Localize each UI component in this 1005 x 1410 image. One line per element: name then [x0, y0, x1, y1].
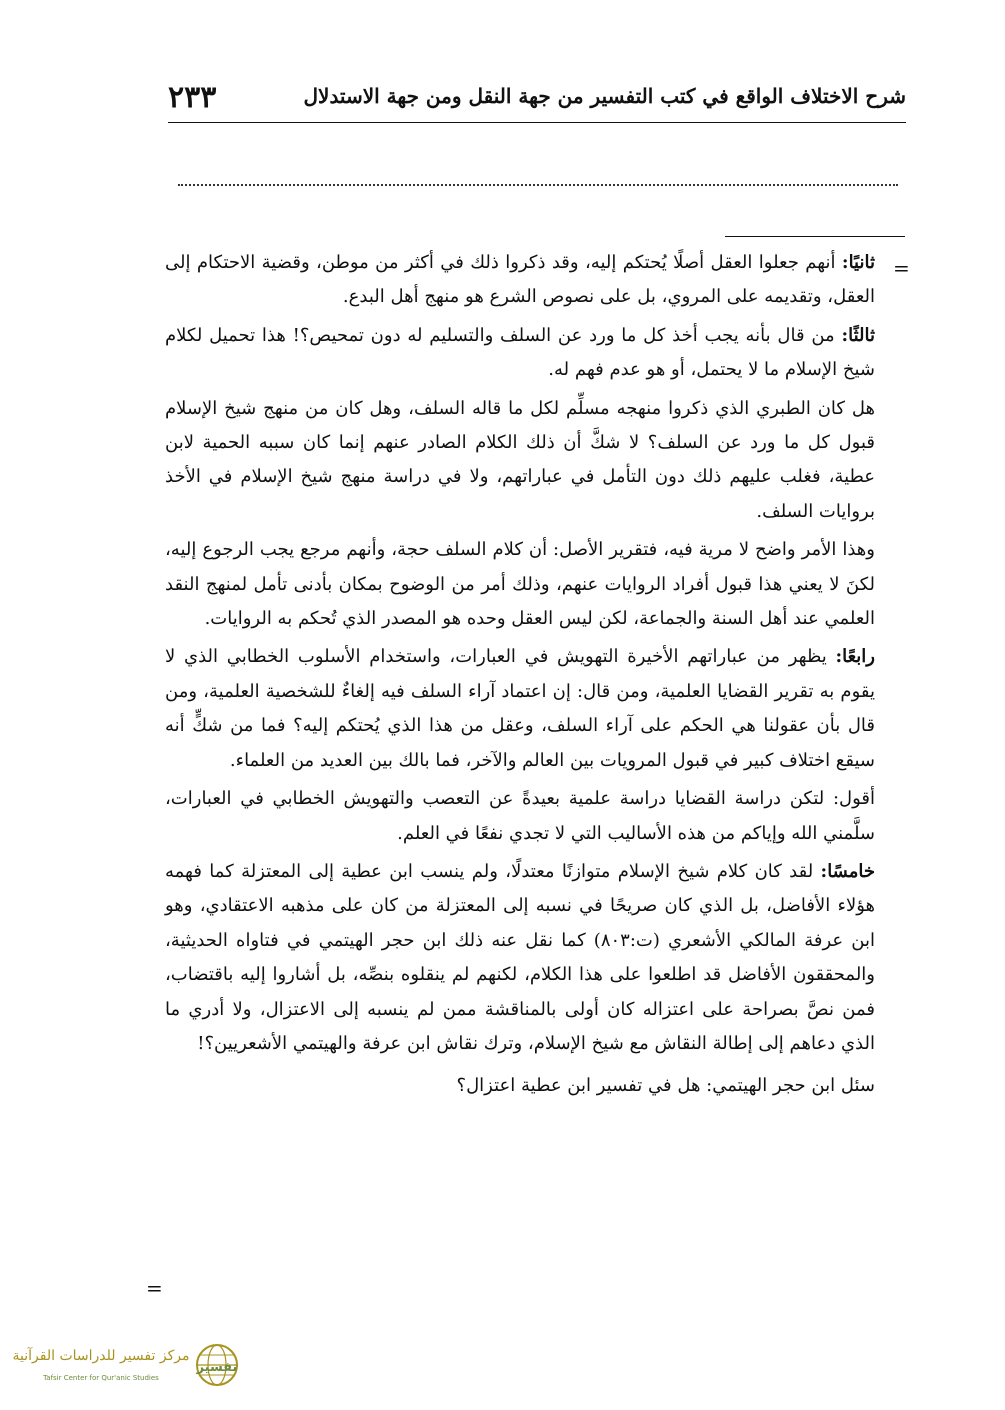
paragraph	[165, 533, 875, 636]
paragraph-lead: ثانيًا:	[841, 252, 875, 273]
footnote-rule	[725, 236, 905, 237]
paragraph-text: هل كان الطبري الذي ذكروا منهجه مسلِّم لكل ما قاله السلف، وهل كان من منهج شيخ الإسلام قبول كل ما ورد عن السلف؟ لا شكَّ أن ذلك الكلام الصادر عنهم إنما كان سببه الحمية لابن عطية، فغلب عليهم ذلك دون التأمل في عباراتهم، ولا في دراسة منهج شيخ الإسلام في الأخذ بروايات السلف.	[165, 397, 875, 522]
logo-emblem-text: تفسير	[196, 1360, 238, 1375]
paragraph-lead: ثالثًا:	[841, 324, 875, 346]
paragraph-lead: خامسًا:	[820, 860, 875, 882]
dotted-separator	[178, 184, 898, 186]
paragraph-text: وهذا الأمر واضح لا مرية فيه، فتقرير الأصل: أن كلام السلف حجة، وأنهم مرجع يجب الرجوع إليه، لكنَ لا يعني هذا قبول أفراد الروايات عنهم، وذلك أمر من الوضوح بمكان بأدنى تأمل لمنهج النقد العلمي عند أهل السنة والجماعة، لكن ليس العقل وحده هو المصدر الذي تُحكم به الروايات.	[165, 539, 875, 630]
footnote-body	[165, 246, 875, 1108]
paragraph-lead: رابعًا:	[835, 646, 875, 668]
logo-arabic-name: مركز تفسير للدراسات القرآنية	[12, 1348, 190, 1364]
paragraph	[165, 319, 875, 388]
paragraph-text: سئل ابن حجر الهيتمي: هل في تفسير ابن عطية اعتزال؟	[456, 1075, 875, 1097]
continuation-mark-bottom: =	[146, 1276, 163, 1300]
paragraph	[165, 782, 875, 851]
paragraph-text: أنهم جعلوا العقل أصلًا يُحتكم إليه، وقد ذكروا ذلك في أكثر من موطن، وقضية الاحتكام إلى العقل، وتقديمه على المروي، بل على نصوص الشرع هو منهج أهل البدع.	[165, 252, 875, 308]
running-title: شرح الاختلاف الواقع في كتب التفسير من جهة النقل ومن جهة الاستدلال	[303, 84, 906, 108]
continuation-mark-top: =	[893, 256, 910, 280]
publisher-logo	[8, 1338, 240, 1398]
paragraph-text: يظهر من عباراتهم الأخيرة التهويش في العبارات، واستخدام الأسلوب الخطابي الذي لا يقوم به تقرير القضايا العلمية، ومن قال: إن اعتماد آراء السلف فيه إلغاءٌ للشخصية العلمية، ومن قال بأن عقولنا هي الحكم على آراء السلف، وعقل من هذا الذي يُحتكم إليه؟ فما من شكٍّ أنه سيقع اختلاف كبير في قبول المرويات بين العالم والآخر، فما بالك بين العديد من العلماء.	[165, 646, 875, 771]
page-header	[168, 70, 906, 123]
paragraph-text: لقد كان كلام شيخ الإسلام متوازنًا معتدلًا، ولم ينسب ابن عطية إلى المعتزلة كما فهمه هؤلاء الأفاضل، بل الذي كان صريحًا في نسبه إلى المعتزلة من كان على مذهبه الاعتقادي، وهو ابن عرفة المالكي الأشعري (ت:٨٠٣) كما نقل عنه ذلك ابن حجر الهيتمي في فتاواه الحديثية، والمحققون الأفاضل قد اطلعوا على هذا الكلام، لكنهم لم ينقلوه بنصِّه، بل أشاروا إليه باقتضاب، فمن نصَّ بصراحة على اعتزاله كان أولى بالمناقشة ممن لم ينسبه إلى الاعتزال، ولا أدري ما الذي دعاهم إلى إطالة النقاش مع شيخ الإسلام، وترك نقاش ابن عرفة والهيتمي الأشعريين؟!	[165, 860, 875, 1054]
paragraph	[165, 392, 875, 530]
page-number: ٢٣٣	[168, 80, 217, 115]
paragraph	[165, 640, 875, 778]
globe-emblem-icon	[194, 1342, 240, 1388]
paragraph	[165, 855, 875, 1061]
paragraph	[165, 1069, 875, 1103]
paragraph-text: من قال بأنه يجب أخذ كل ما ورد عن السلف والتسليم له دون تمحيص؟! هذا تحميل لكلام شيخ الإسلام ما لا يحتمل، أو هو عدم فهم له.	[165, 324, 875, 381]
logo-latin-name: Tafsir Center for Qur'anic Studies	[43, 1374, 159, 1382]
paragraph	[165, 246, 875, 315]
paragraph-text: أقول: لتكن دراسة القضايا دراسة علمية بعيدةً عن التعصب والتهويش الخطابي في العبارات، سلَّمني الله وإياكم من هذه الأساليب التي لا تجدي نفعًا في العلم.	[165, 788, 875, 844]
